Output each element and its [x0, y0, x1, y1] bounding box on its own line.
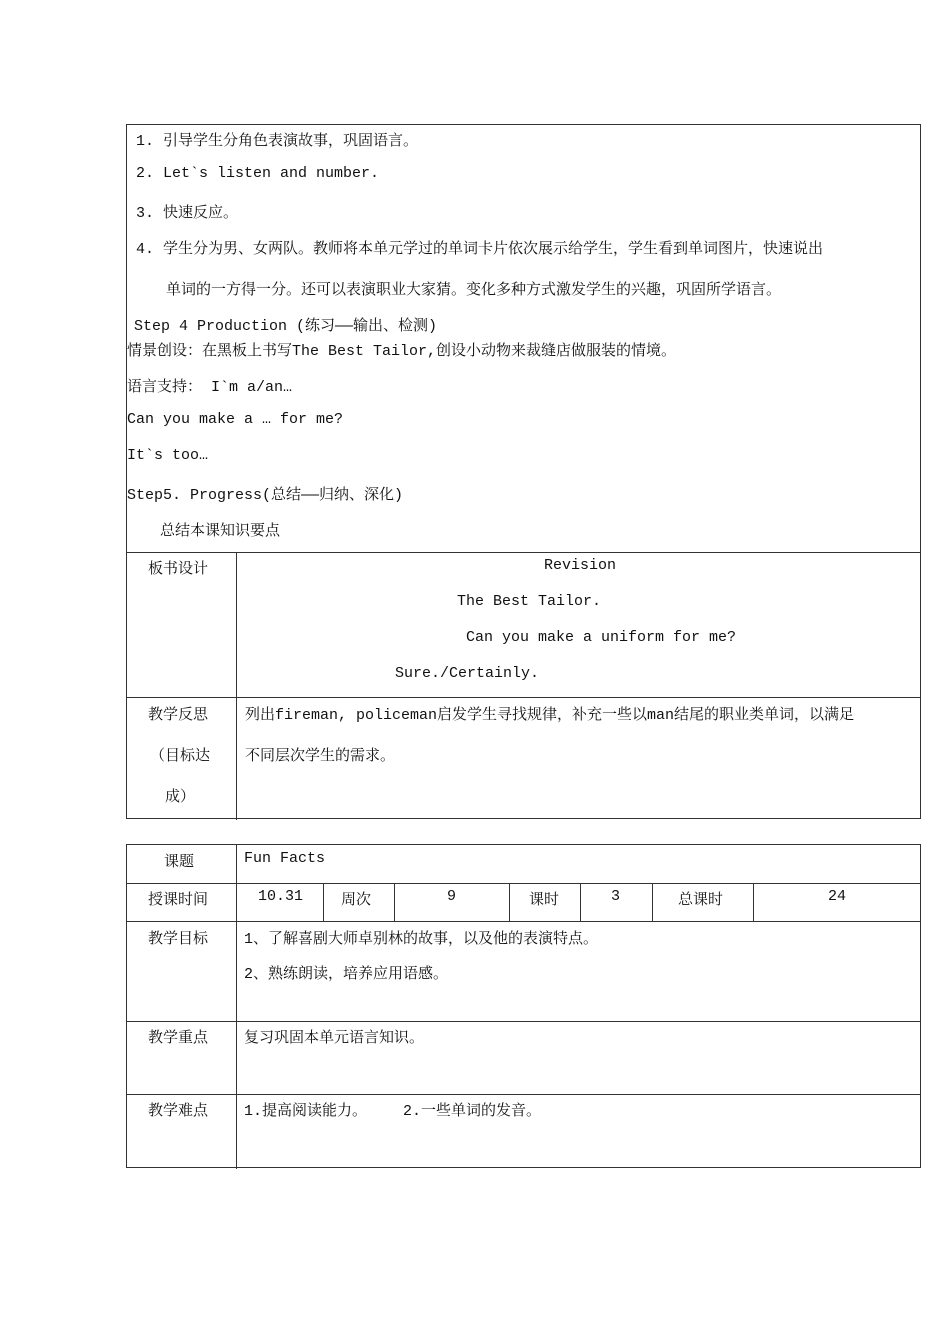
row-divider: [127, 552, 920, 553]
reflection-text-line-2: 不同层次学生的需求。: [245, 748, 396, 765]
row-divider: [127, 921, 920, 922]
step-item-1: 1. 引导学生分角色表演故事，巩固语言。: [136, 133, 419, 150]
step-item-4-line-2: 单词的一方得一分。还可以表演职业大家猜。变化多种方式激发学生的兴趣，巩固所学语言。: [166, 282, 782, 299]
reflection-label-line-2: （目标达: [150, 748, 211, 765]
difficulty-label: 教学难点: [148, 1103, 209, 1120]
board-line-revision: Revision: [544, 557, 617, 574]
period-value: 3: [611, 888, 621, 905]
goal-label: 教学目标: [148, 931, 209, 948]
difficulty-value: 1.提高阅读能力。 2.一些单词的发音。: [244, 1103, 542, 1120]
time-value: 10.31: [258, 888, 304, 905]
week-value: 9: [447, 888, 457, 905]
row-divider: [127, 697, 920, 698]
goal-line-2: 2、熟练朗读，培养应用语感。: [244, 966, 449, 983]
column-divider: [323, 883, 324, 921]
key-point-value: 复习巩固本单元语言知识。: [244, 1030, 425, 1047]
step-4-heading: Step 4 Production (练习——输出、检测): [134, 318, 438, 335]
reflection-label-line-1: 教学反思: [148, 707, 209, 724]
language-support: 语言支持： I`m a/an…: [127, 379, 293, 396]
column-divider: [509, 883, 510, 921]
step-item-4-line-1: 4. 学生分为男、女两队。教师将本单元学过的单词卡片依次展示给学生，学生看到单词图片，快速说出: [136, 241, 824, 258]
week-label: 周次: [341, 892, 372, 909]
row-divider: [127, 1094, 920, 1095]
period-label: 课时: [529, 892, 560, 909]
board-line-answer: Sure./Certainly.: [395, 665, 540, 682]
summary-text: 总结本课知识要点: [160, 523, 281, 540]
time-label: 授课时间: [148, 892, 209, 909]
scenario-text: 情景创设：在黑板上书写The Best Tailor,创设小动物来裁缝店做服装的情境。: [127, 343, 677, 360]
key-point-label: 教学重点: [148, 1030, 209, 1047]
column-divider: [236, 552, 237, 820]
topic-value: Fun Facts: [244, 850, 326, 867]
goal-line-1: 1、了解喜剧大师卓别林的故事，以及他的表演特点。: [244, 931, 599, 948]
sentence-can-you: Can you make a … for me?: [127, 411, 344, 428]
topic-label: 课题: [164, 854, 195, 871]
column-divider: [652, 883, 653, 921]
column-divider: [236, 845, 237, 1169]
step-item-3: 3. 快速反应。: [136, 205, 239, 222]
reflection-label-line-3: 成）: [165, 789, 196, 806]
sentence-its-too: It`s too…: [127, 447, 209, 464]
board-line-question: Can you make a uniform for me?: [466, 629, 737, 646]
column-divider: [753, 883, 754, 921]
step-5-heading: Step5. Progress(总结——归纳、深化): [127, 487, 404, 504]
reflection-text-line-1: 列出fireman, policeman启发学生寻找规律，补充一些以man结尾的职业类单词，以满足: [245, 707, 855, 724]
total-label: 总课时: [678, 892, 724, 909]
board-design-label: 板书设计: [148, 561, 209, 578]
row-divider: [127, 1021, 920, 1022]
total-value: 24: [828, 888, 847, 905]
row-divider: [127, 883, 920, 884]
board-line-title: The Best Tailor.: [457, 593, 602, 610]
column-divider: [394, 883, 395, 921]
step-item-2: 2. Let`s listen and number.: [136, 165, 380, 182]
column-divider: [580, 883, 581, 921]
